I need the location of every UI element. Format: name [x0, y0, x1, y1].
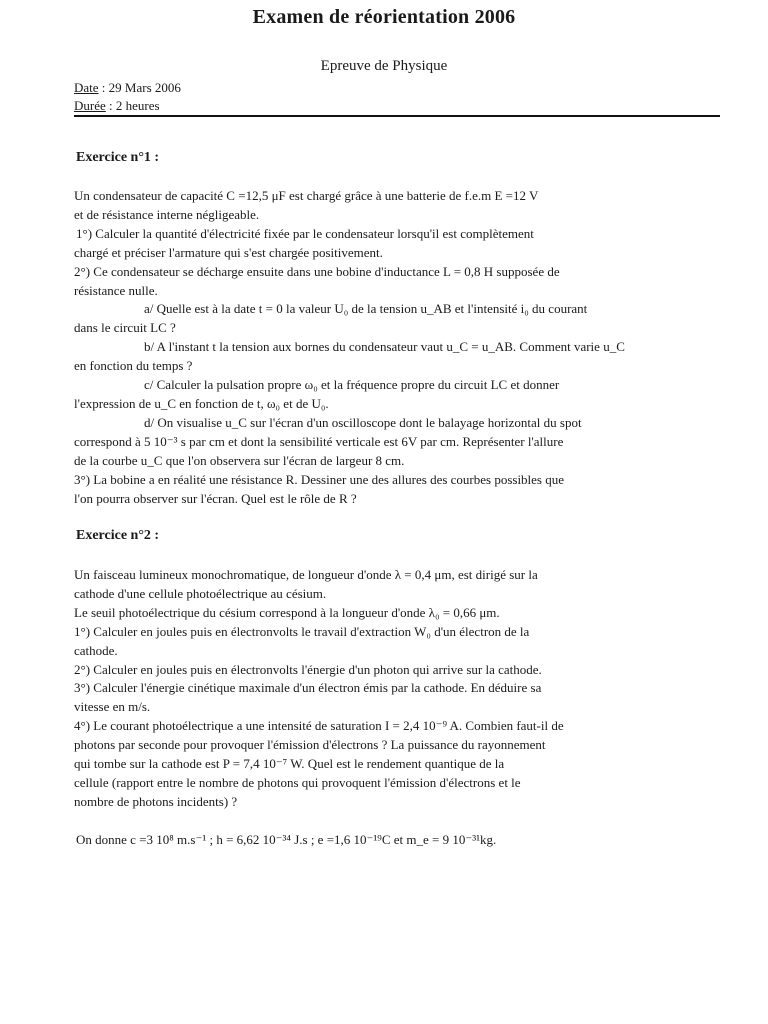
ex1-line: l'on pourra observer sur l'écran. Quel est le rôle de R ?: [74, 490, 357, 506]
ex2-line: Un faisceau lumineux monochromatique, de longueur d'onde λ = 0,4 μm, est dirigé sur la: [74, 567, 538, 582]
ex1-line: 2°) Ce condensateur se décharge ensuite dans une bobine d'inductance L = 0,8 H supposée de: [74, 263, 560, 279]
ex2-line: qui tombe sur la cathode est P = 7,4 10⁻⁷ W. Quel est le rendement quantique de la: [74, 756, 505, 772]
ex1-line: a/ Quelle est à la date t = 0 la valeur U₀ de la tension u_AB et l'intensité i₀ du courant: [144, 301, 588, 317]
exercise-2-heading: Exercice n°2 :: [76, 528, 160, 543]
ex2-line: 2°) Calculer en joules puis en électronvolts l'énergie d'un photon qui arrive sur la cathode.: [74, 661, 542, 677]
ex1-line: 1°) Calculer la quantité d'électricité fixée par le condensateur lorsqu'il est complètement: [76, 225, 534, 241]
ex1-line: chargé et préciser l'armature qui s'est chargée positivement.: [74, 244, 383, 260]
ex2-line: 3°) Calculer l'énergie cinétique maximale d'un électron émis par la cathode. En déduire sa: [74, 680, 542, 696]
date-label: Date: [74, 80, 99, 95]
ex2-line: cellule (rapport entre le nombre de photons qui provoquent l'émission d'électrons et le: [74, 774, 521, 790]
ex2-line: Le seuil photoélectrique du césium correspond à la longueur d'onde λ₀ = 0,66 μm.: [74, 604, 500, 620]
duration-value: : 2 heures: [105, 98, 160, 113]
ex1-line: c/ Calculer la pulsation propre ω₀ et la fréquence propre du circuit LC et donner: [144, 377, 560, 393]
ex2-line: 4°) Le courant photoélectrique a une intensité de saturation I = 2,4 10⁻⁹ A. Combien faut-il de: [74, 718, 564, 734]
ex1-line: Un condensateur de capacité C =12,5 μF est chargé grâce à une batterie de f.e.m E =12 V: [74, 188, 539, 203]
ex1-line: correspond à 5 10⁻³ s par cm et dont la sensibilité verticale est 6V par cm. Représenter l'allure: [74, 433, 564, 449]
exercise-1-body: [74, 187, 720, 508]
page-title: Examen de réorientation 2006: [252, 6, 516, 28]
ex2-line: vitesse en m/s.: [74, 699, 151, 715]
duration-label: Durée: [74, 98, 106, 113]
duration-line: [74, 98, 160, 114]
given-constants: On donne c =3 10⁸ m.s⁻¹ ; h = 6,62 10⁻³⁴ J.s ; e =1,6 10⁻¹⁹C et m_e = 9 10⁻³¹kg.: [76, 832, 497, 847]
date-line: [74, 80, 181, 96]
ex2-line: nombre de photons incidents) ?: [74, 793, 238, 809]
ex1-line: en fonction du temps ?: [74, 358, 193, 374]
date-value: : 29 Mars 2006: [98, 80, 181, 95]
ex1-line: l'expression de u_C en fonction de t, ω₀ et de U₀.: [74, 395, 329, 411]
ex1-line: 3°) La bobine a en réalité une résistance R. Dessiner une des allures des courbes possibles que: [74, 471, 565, 487]
page-subtitle: Epreuve de Physique: [320, 58, 448, 74]
ex2-line: cathode.: [74, 642, 118, 658]
exercise-2-body: [74, 566, 720, 812]
exercise-1-heading: Exercice n°1 :: [76, 150, 160, 165]
header-divider: [74, 115, 720, 117]
ex2-line: cathode d'une cellule photoélectrique au césium.: [74, 585, 327, 601]
ex1-line: d/ On visualise u_C sur l'écran d'un oscilloscope dont le balayage horizontal du spot: [144, 414, 582, 430]
ex1-line: et de résistance interne négligeable.: [74, 206, 260, 222]
ex1-line: b/ A l'instant t la tension aux bornes du condensateur vaut u_C = u_AB. Comment varie u_C: [144, 339, 625, 355]
ex1-line: de la courbe u_C que l'on observera sur l'écran de largeur 8 cm.: [74, 452, 405, 468]
ex2-line: 1°) Calculer en joules puis en électronvolts le travail d'extraction W₀ d'un électron de la: [74, 623, 530, 639]
ex1-line: résistance nulle.: [74, 282, 158, 298]
ex1-line: dans le circuit LC ?: [74, 320, 176, 336]
ex2-line: photons par seconde pour provoquer l'émission d'électrons ? La puissance du rayonnement: [74, 737, 546, 753]
